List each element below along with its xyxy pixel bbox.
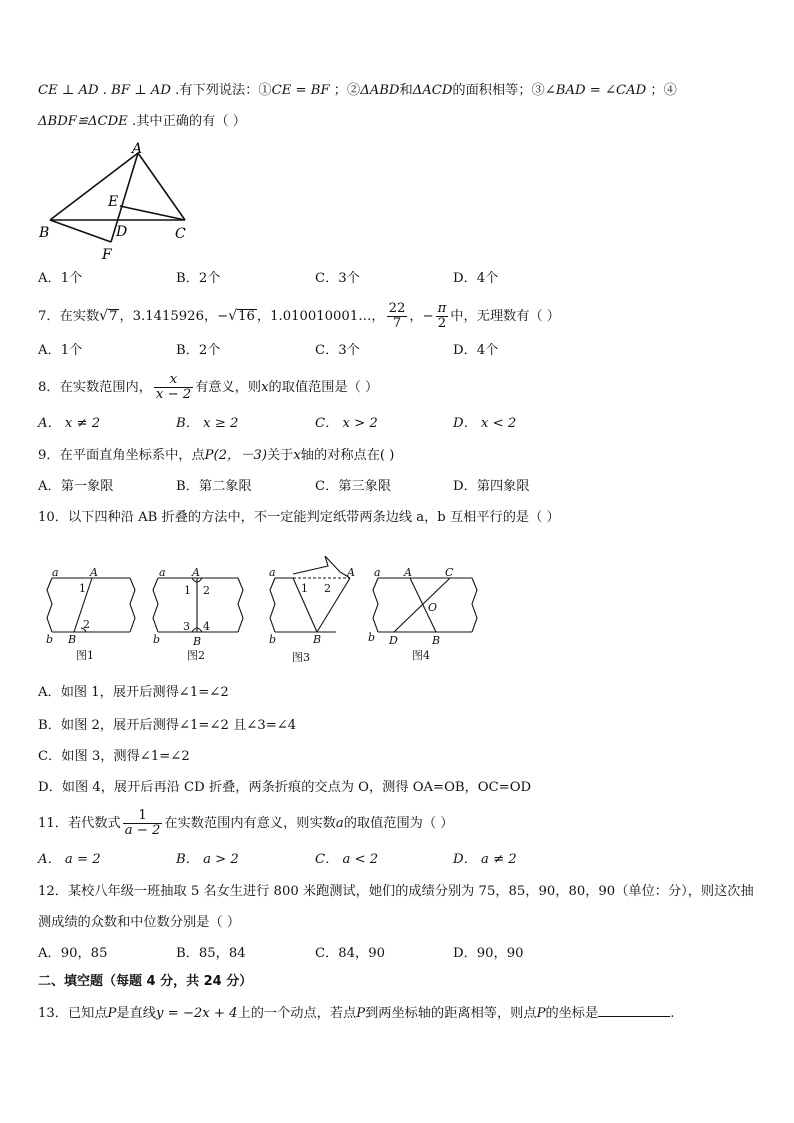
- q11-option-b[interactable]: B． a > 2: [176, 852, 239, 867]
- q10-fig1-label-B: B: [68, 633, 77, 646]
- q6-label-e: E: [108, 194, 119, 210]
- q10-fig4-label-O: O: [428, 601, 438, 614]
- q12-option-d[interactable]: D．90，90: [453, 946, 524, 961]
- q11-option-c[interactable]: C． a < 2: [315, 852, 379, 867]
- q10-fig3-label-b: b: [269, 633, 277, 646]
- q6-label-b: B: [39, 225, 50, 241]
- q7-frac-denominator: 2: [437, 316, 447, 331]
- q6-text: ；②: [329, 83, 361, 98]
- q9-text: 9．在平面直角坐标系中，点: [38, 448, 205, 463]
- q8-variable: x: [261, 380, 269, 395]
- q6-label-f: F: [102, 247, 112, 263]
- q6-text: ；④: [646, 83, 677, 98]
- q12-stem-line-2: 测成绩的众数和中位数分别是（ ）: [38, 915, 241, 930]
- q8-option-d[interactable]: D． x < 2: [453, 416, 517, 431]
- q10-fig3-label-A: A: [347, 566, 355, 579]
- q8-text: 的取值范围是（ ）: [268, 380, 379, 395]
- q8-option-b[interactable]: B． x ≥ 2: [176, 416, 239, 431]
- q6-label-c: C: [175, 226, 186, 242]
- q7-sqrt-16: 16: [238, 309, 255, 324]
- q11-option-d[interactable]: D． a ≠ 2: [453, 852, 517, 867]
- q6-option-b[interactable]: B．2个: [176, 271, 221, 286]
- q7-text: 7．在实数: [38, 309, 100, 324]
- q7-option-a[interactable]: A．1个: [38, 343, 83, 358]
- q6-statement-4: ΔBDF≌ΔCDE: [38, 114, 128, 129]
- q10-option-c[interactable]: C．如图 3，测得∠1=∠2: [38, 749, 190, 764]
- q13-text: 到两坐标轴的距离相等，则点: [365, 1006, 537, 1021]
- q10-caption-fig1: 图1: [76, 649, 94, 662]
- q10-fig2-angle-3: 3: [183, 620, 190, 633]
- q11-frac-denominator: a − 2: [124, 823, 161, 838]
- q10-fig2-label-b: b: [153, 633, 161, 646]
- q7-stem: 7．在实数√7 ，3.1415926，−√16 ，1.010010001…， $\frac{22}{7}$ ，− $\frac{\pi}{2}$ 中，无理数有（ ）: [38, 301, 560, 331]
- q6-option-a[interactable]: A．1个: [38, 271, 83, 286]
- q10-figure-2: [153, 578, 243, 632]
- q9-option-b[interactable]: B．第二象限: [176, 479, 252, 494]
- q11-fraction: [123, 809, 163, 838]
- q10-fig1-angle-1: 1: [79, 582, 86, 595]
- q13-text: 是直线: [116, 1006, 156, 1021]
- q11-variable: a: [335, 816, 344, 831]
- q13-answer-blank[interactable]: [598, 1002, 670, 1017]
- q13-point-p: P: [107, 1006, 117, 1021]
- q12-stem-line-1: 12．某校八年级一班抽取 5 名女生进行 800 米跑测试，她们的成绩分别为 75，85，90，80，90（单位：分），则这次抽: [38, 884, 754, 899]
- q9-stem: [38, 446, 394, 466]
- q10-fig1-label-a: a: [52, 566, 59, 579]
- q8-text: 8．在实数范围内，: [38, 380, 152, 395]
- q6-label-d: D: [116, 224, 128, 240]
- q7-minus: −: [217, 309, 229, 324]
- q10-caption-fig3: 图3: [292, 651, 310, 664]
- q6-option-c[interactable]: C．3个: [315, 271, 360, 286]
- q10-fig1-label-b: b: [46, 633, 54, 646]
- q12-option-c[interactable]: C．84，90: [315, 946, 386, 961]
- section-2-heading: 二、填空题（每题 4 分，共 24 分）: [38, 974, 253, 989]
- q6-statement-3: ∠BAD = ∠CAD: [544, 83, 647, 98]
- q7-minus: −: [422, 309, 434, 324]
- q7-option-c[interactable]: C．3个: [315, 343, 360, 358]
- q7-text: 中，无理数有（ ）: [450, 309, 560, 324]
- q10-fig4-label-B: B: [432, 634, 441, 647]
- q10-option-d[interactable]: D．如图 4，展开后再沿 CD 折叠，两条折痕的交点为 O，测得 OA=OB，OC=OD: [38, 780, 532, 795]
- q8-text: 有意义，则: [195, 380, 262, 395]
- q11-frac-numerator: 1: [123, 809, 163, 824]
- q8-option-a[interactable]: A． x ≠ 2: [38, 416, 101, 431]
- q10-figure-1: [47, 578, 135, 632]
- q6-text: .有下列说法：①: [170, 83, 272, 98]
- q7-fraction-22-7: [387, 302, 408, 331]
- q8-frac-denominator: x − 2: [155, 387, 192, 402]
- q10-fig2-label-A: A: [192, 566, 200, 579]
- q10-fig2-label-a: a: [159, 566, 166, 579]
- q10-fig2-label-B: B: [193, 635, 202, 648]
- q9-text: 关于: [266, 448, 294, 463]
- q7-fraction-pi-2: [436, 302, 449, 331]
- q6-text: .其中正确的有（ ）: [127, 114, 246, 129]
- q9-option-d[interactable]: D．第四象限: [453, 479, 530, 494]
- q12-option-b[interactable]: B．85，84: [176, 946, 246, 961]
- q10-fig2-angle-4: 4: [203, 620, 210, 633]
- q8-option-c[interactable]: C． x > 2: [315, 416, 378, 431]
- q7-sqrt-7: 7: [109, 309, 118, 324]
- q10-option-b[interactable]: B．如图 2，展开后测得∠1=∠2 且∠3=∠4: [38, 718, 297, 733]
- q10-fig1-label-A: A: [90, 566, 98, 579]
- q10-fig1-angle-2: 2: [83, 618, 90, 631]
- q10-fig4-label-D: D: [389, 634, 398, 647]
- q9-text: 轴的对称点在( ): [300, 448, 395, 463]
- q9-option-c[interactable]: C．第三象限: [315, 479, 392, 494]
- q13-text: 的坐标是: [545, 1006, 599, 1021]
- q10-fig3-label-B: B: [313, 633, 322, 646]
- q6-text: 的面积相等；③: [452, 83, 545, 98]
- q13-point-p: P: [536, 1006, 546, 1021]
- q7-frac-numerator: 22: [388, 301, 406, 316]
- q13-text: .: [670, 1006, 675, 1021]
- q11-option-a[interactable]: A． a = 2: [38, 852, 101, 867]
- q8-frac-numerator: x: [154, 373, 193, 388]
- q10-stem: 10．以下四种沿 AB 折叠的方法中，不一定能判定纸带两条边线 a，b 互相平行的是（ ）: [38, 510, 560, 525]
- q10-fig3-angle-2: 2: [324, 582, 331, 595]
- q7-text: ，: [409, 309, 423, 324]
- q11-text: 的取值范围为（ ）: [343, 816, 454, 831]
- q6-triangle-abd: ΔABD: [360, 83, 400, 98]
- q10-fig3-label-a: a: [269, 566, 276, 579]
- q6-label-a: A: [132, 141, 143, 157]
- q11-text: 在实数范围内有意义，则实数: [164, 816, 336, 831]
- q6-line-1: [38, 81, 677, 101]
- q10-figure-3: [270, 556, 350, 632]
- q6-perp-conditions: CE ⊥ AD . BF ⊥ AD: [38, 83, 171, 98]
- q13-text: 13．已知点: [38, 1006, 108, 1021]
- q9-axis: x: [293, 448, 301, 463]
- q10-fig4-label-A: A: [404, 566, 412, 579]
- q7-frac-denominator: 7: [392, 316, 402, 331]
- q11-stem: [38, 809, 453, 839]
- q6-line-2: [38, 112, 246, 132]
- q9-option-a[interactable]: A．第一象限: [38, 479, 114, 494]
- q10-figures: [38, 556, 498, 666]
- q7-text: ，1.010010001…，: [256, 309, 385, 324]
- q7-text: ，3.1415926，: [119, 309, 218, 324]
- q13-text: 上的一个动点，若点: [237, 1006, 357, 1021]
- q10-option-a[interactable]: A．如图 1，展开后测得∠1=∠2: [38, 685, 229, 700]
- q6-triangle-figure: [36, 138, 196, 264]
- q10-fig2-angle-1: 1: [184, 584, 191, 597]
- q10-fig4-label-a: a: [374, 566, 381, 579]
- q9-point: P(2，－3): [204, 448, 267, 463]
- q13-point-p: P: [356, 1006, 366, 1021]
- q13-equation: y = −2x + 4: [155, 1006, 238, 1021]
- q8-stem: [38, 373, 378, 403]
- q10-fig2-angle-2: 2: [203, 584, 210, 597]
- q7-option-b[interactable]: B．2个: [176, 343, 221, 358]
- q8-fraction: [154, 373, 193, 402]
- q7-frac-numerator: π: [437, 301, 447, 316]
- q6-statement-1: CE = BF: [271, 83, 330, 98]
- q11-text: 11．若代数式: [38, 816, 121, 831]
- q10-caption-fig2: 图2: [187, 649, 205, 662]
- q10-caption-fig4: 图4: [412, 649, 430, 662]
- q6-option-d[interactable]: D．4个: [453, 271, 499, 286]
- q10-figure-4: [373, 578, 477, 632]
- q13-stem: [38, 1002, 674, 1024]
- q6-triangle-acd: ΔACD: [412, 83, 453, 98]
- q10-fig3-angle-1: 1: [301, 582, 308, 595]
- q7-option-d[interactable]: D．4个: [453, 343, 499, 358]
- q12-option-a[interactable]: A．90，85: [38, 946, 108, 961]
- q6-text: 和: [399, 83, 413, 98]
- q10-fig4-label-b: b: [368, 631, 376, 644]
- q10-fig4-label-C: C: [445, 566, 454, 579]
